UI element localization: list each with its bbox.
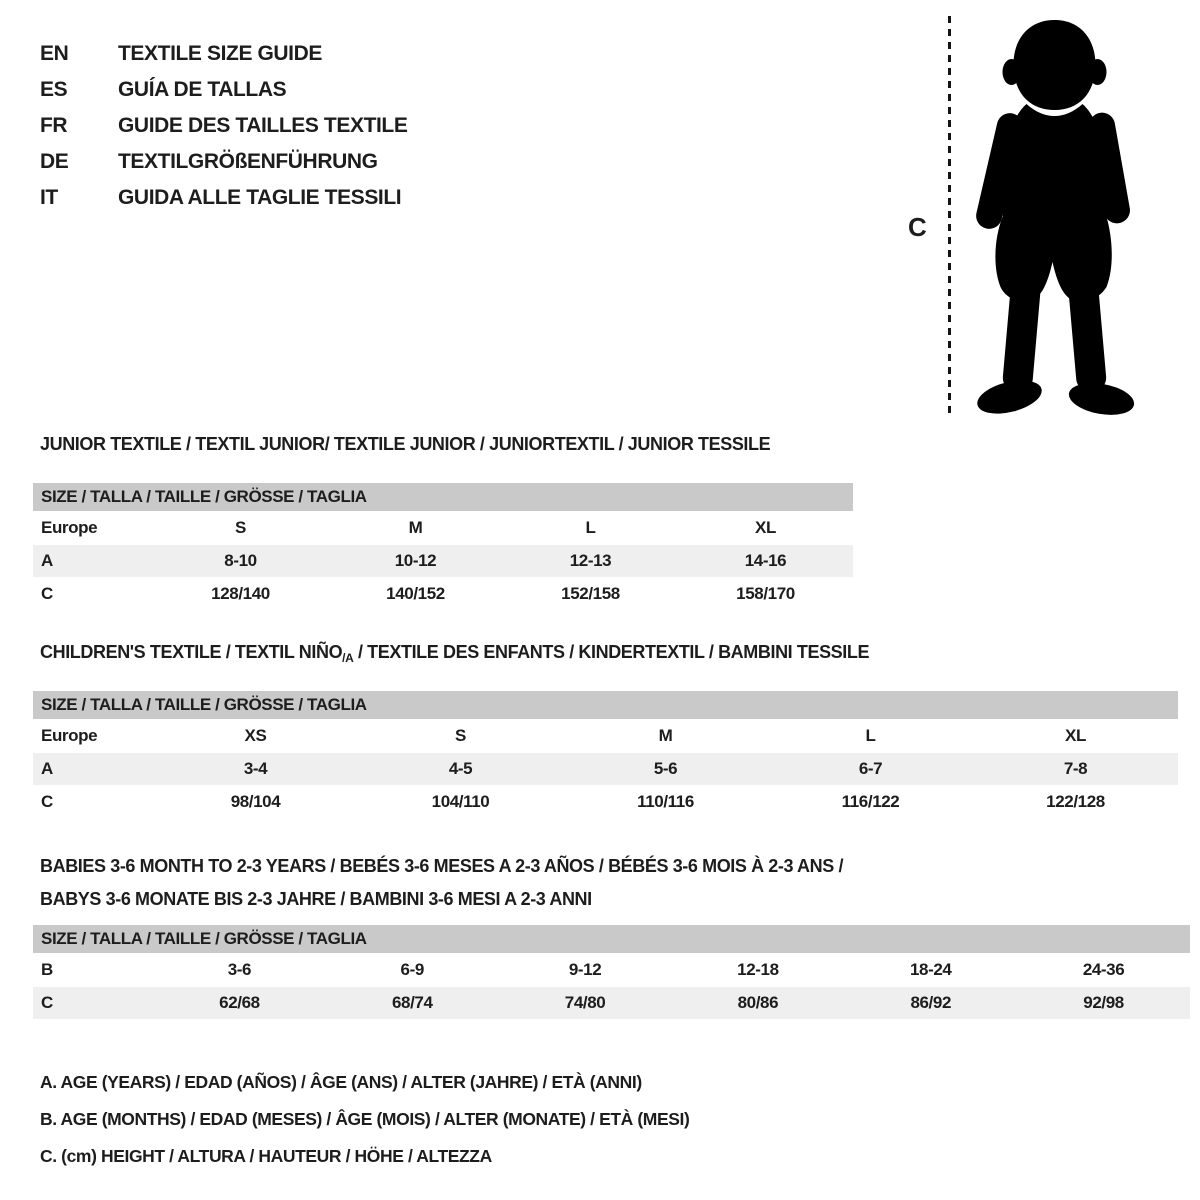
legend-item-age-years: A. AGE (YEARS) / EDAD (AÑOS) / ÂGE (ANS) / ALTER (JAHRE) / ETÀ (ANNI) xyxy=(40,1072,642,1092)
list-item xyxy=(40,108,407,144)
junior-section-title: JUNIOR TEXTILE / TEXTIL JUNIOR/ TEXTILE JUNIOR / JUNIORTEXTIL / JUNIOR TESSILE xyxy=(40,434,771,454)
size-header-bar: SIZE / TALLA / TAILLE / GRÖSSE / TAGLIA xyxy=(33,691,1178,719)
size-cell: 18-24 xyxy=(909,960,952,979)
size-cell: 24-36 xyxy=(1082,960,1125,979)
children-title-subscript: /A xyxy=(342,651,354,665)
size-header-bar: SIZE / TALLA / TAILLE / GRÖSSE / TAGLIA xyxy=(33,483,853,511)
row-label: Europe xyxy=(41,726,98,745)
size-cell: M xyxy=(408,518,423,537)
size-cell: 68/74 xyxy=(391,993,433,1012)
size-cell: 12-13 xyxy=(569,551,612,570)
row-label: B xyxy=(41,960,53,979)
table-row xyxy=(33,545,853,577)
size-cell: 80/86 xyxy=(737,993,779,1012)
measure-legend xyxy=(40,1064,689,1175)
size-cell: 8-10 xyxy=(224,551,257,570)
size-cell: XL xyxy=(1065,726,1086,745)
guide-title: TEXTILGRÖßENFÜHRUNG xyxy=(118,150,378,173)
language-code: ES xyxy=(40,78,68,101)
size-cell: 86/92 xyxy=(910,993,951,1012)
size-cell: S xyxy=(455,726,466,745)
guide-title: GUIDE DES TAILLES TEXTILE xyxy=(118,114,408,137)
size-cell: 10-12 xyxy=(394,551,437,570)
language-code: DE xyxy=(40,150,69,173)
size-cell: 116/122 xyxy=(841,792,900,811)
babies-title-line1: BABIES 3-6 MONTH TO 2-3 YEARS / BEBÉS 3-6 MESES A 2-3 AÑOS / BÉBÉS 3-6 MOIS À 2-3 ANS / xyxy=(40,856,844,876)
language-title-list xyxy=(40,36,407,216)
toddler-silhouette-icon xyxy=(962,12,1147,422)
children-section-title xyxy=(40,642,869,665)
size-cell: 122/128 xyxy=(1046,792,1105,811)
row-label: C xyxy=(41,584,53,603)
size-cell: 6-9 xyxy=(400,960,424,979)
size-cell: 6-7 xyxy=(858,759,883,778)
size-cell: 12-18 xyxy=(737,960,779,979)
list-item xyxy=(40,144,407,180)
table-row xyxy=(33,954,1190,986)
size-cell: 5-6 xyxy=(653,759,678,778)
row-label: A xyxy=(41,551,53,570)
language-code: FR xyxy=(40,114,68,137)
junior-size-table xyxy=(33,483,853,610)
height-measure-label: C xyxy=(908,212,927,242)
size-cell: 3-6 xyxy=(227,960,252,979)
size-cell: XS xyxy=(244,726,267,745)
size-cell: 14-16 xyxy=(744,551,787,570)
row-label: C xyxy=(41,993,53,1012)
table-row xyxy=(33,578,853,610)
children-title-part1: CHILDREN'S TEXTILE / TEXTIL NIÑO xyxy=(40,642,343,662)
table-row xyxy=(33,786,1178,818)
size-cell: 128/140 xyxy=(211,584,270,603)
size-cell: 3-4 xyxy=(243,759,268,778)
language-code: EN xyxy=(40,42,69,65)
row-label: A xyxy=(41,759,53,778)
table-row xyxy=(33,720,1178,752)
size-header-bar: SIZE / TALLA / TAILLE / GRÖSSE / TAGLIA xyxy=(33,925,1190,953)
size-cell: 152/158 xyxy=(561,584,620,603)
size-cell: 92/98 xyxy=(1083,993,1124,1012)
size-cell: 4-5 xyxy=(448,759,473,778)
guide-title: TEXTILE SIZE GUIDE xyxy=(118,42,322,65)
size-cell: L xyxy=(865,726,876,745)
children-title-part2: / TEXTILE DES ENFANTS / KINDERTEXTIL / BAMBINI TESSILE xyxy=(353,642,870,662)
size-cell: 98/104 xyxy=(230,792,281,811)
language-code: IT xyxy=(40,186,58,209)
size-cell: 7-8 xyxy=(1063,759,1088,778)
size-cell: 140/152 xyxy=(386,584,445,603)
table-row xyxy=(33,512,853,544)
table-row xyxy=(33,987,1190,1019)
size-cell: L xyxy=(585,518,596,537)
guide-title: GUIDA ALLE TAGLIE TESSILI xyxy=(118,186,402,209)
size-cell: 74/80 xyxy=(564,993,606,1012)
children-size-table xyxy=(33,691,1178,818)
size-cell: S xyxy=(235,518,246,537)
row-label: C xyxy=(41,792,53,811)
list-item xyxy=(40,72,407,108)
size-cell: 104/110 xyxy=(431,792,490,811)
size-cell: M xyxy=(658,726,673,745)
table-row xyxy=(33,753,1178,785)
babies-section-title xyxy=(40,850,843,916)
height-measure-dashed-line xyxy=(948,16,951,418)
row-label: Europe xyxy=(41,518,98,537)
size-cell: XL xyxy=(755,518,776,537)
babies-title-line2: BABYS 3-6 MONATE BIS 2-3 JAHRE / BAMBINI 3-6 MESI A 2-3 ANNI xyxy=(40,889,592,909)
list-item xyxy=(40,36,407,72)
list-item xyxy=(40,180,407,216)
size-cell: 9-12 xyxy=(568,960,602,979)
size-cell: 62/68 xyxy=(219,993,260,1012)
guide-title: GUÍA DE TALLAS xyxy=(118,78,287,101)
babies-size-table xyxy=(33,925,1190,1019)
size-cell: 110/116 xyxy=(637,792,694,811)
legend-item-age-months: B. AGE (MONTHS) / EDAD (MESES) / ÂGE (MOIS) / ALTER (MONATE) / ETÀ (MESI) xyxy=(40,1109,690,1129)
legend-item-height-cm: C. (cm) HEIGHT / ALTURA / HAUTEUR / HÖHE / ALTEZZA xyxy=(40,1146,492,1166)
size-cell: 158/170 xyxy=(736,584,795,603)
